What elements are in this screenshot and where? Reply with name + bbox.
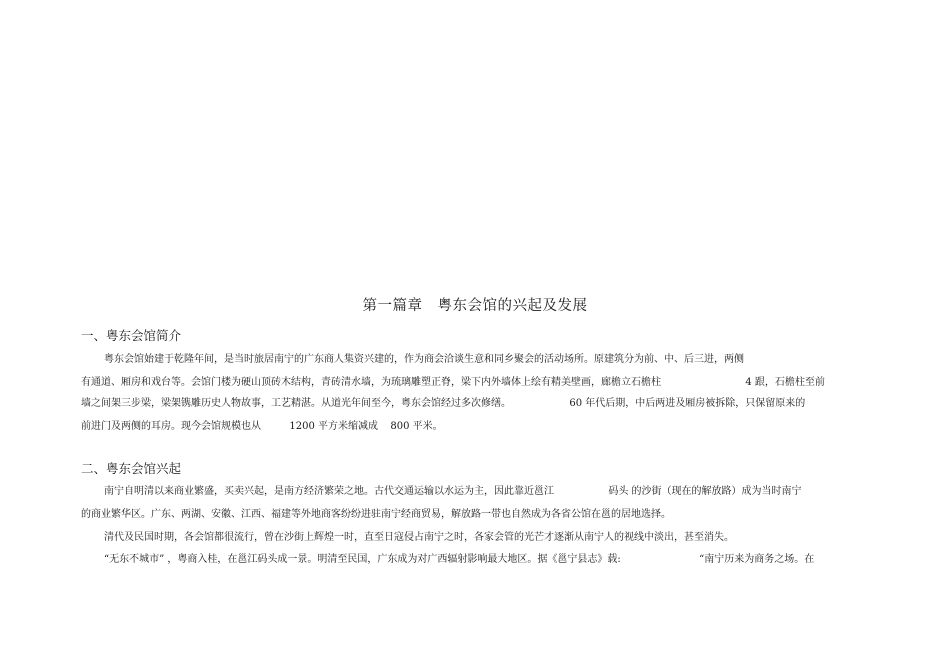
paragraph-line — [104, 550, 814, 565]
paragraph-line — [104, 482, 802, 497]
paragraph-line — [104, 528, 734, 543]
paragraph-line — [81, 417, 443, 432]
text-segment: 码头 的沙街（现在的解放路）成为当时南宁 — [608, 486, 802, 497]
text-segment: 60 年代后期，中后两进及厢房被拆除，只保留原来的 — [569, 398, 806, 409]
chapter-title: 第一篇章 粤东会馆的兴起及发展 — [362, 298, 588, 314]
text-segment: 1200 平方米缩减成 — [289, 421, 379, 432]
text-segment: 有通道、厢房和戏台等。会馆门楼为硬山顶砖木结构，青砖清水墙，为琉璃雕塑正脊，梁下内外墙体上绘有精美壁画，廊檐立石檐柱 — [81, 377, 661, 388]
text-segment: 4 跟，石檐柱至前 — [745, 377, 825, 388]
section-heading-intro: 一、粤东会馆简介 — [81, 328, 182, 343]
text-segment: 800 平米。 — [390, 421, 443, 432]
text-segment: “无东不城市” ，粤商入桂，在邕江码头成一景。明清至民国，广东成为对广西辐射影响最大地区。据《邕宁县志》载: — [104, 554, 621, 565]
text-segment: 清代及民国时期，各会馆都很流行，曾在沙街上辉煌一时，直至日寇侵占南宁之时，各家会管的光芒才逐渐从南宁人的视线中淡出，甚至消失。 — [104, 532, 734, 543]
text-segment: 墙之间架三步梁，梁架镌雕历史人物故事，工艺精湛。从道光年间至今，粤东会馆经过多次修缮。 — [81, 398, 511, 409]
text-segment: 的商业繁华区。广东、两湖、安徽、江西、福建等外地商客纷纷进驻南宁经商贸易，解放路一带也自然成为各省公馆在邕的居地选择。 — [81, 509, 671, 520]
text-segment: 南宁自明清以来商业繁盛，买卖兴起，是南方经济繁荣之地。古代交通运输以水运为主，因此靠近邕江 — [104, 486, 554, 497]
paragraph-line — [81, 373, 825, 388]
text-segment: 前进门及两侧的耳房。现今会馆规模也从 — [81, 421, 261, 432]
paragraph-line — [104, 350, 744, 365]
text-segment: “南宁历来为商务之场。在 — [699, 554, 815, 565]
paragraph-line — [81, 394, 805, 409]
section-heading-rise: 二、粤东会馆兴起 — [81, 461, 182, 476]
text-segment: 粤东会馆始建于乾隆年间，是当时旅居南宁的广东商人集资兴建的，作为商会洽谈生意和同乡聚会的活动场所。原建筑分为前、中、后三进，两侧 — [104, 354, 744, 365]
paragraph-line — [81, 505, 671, 520]
